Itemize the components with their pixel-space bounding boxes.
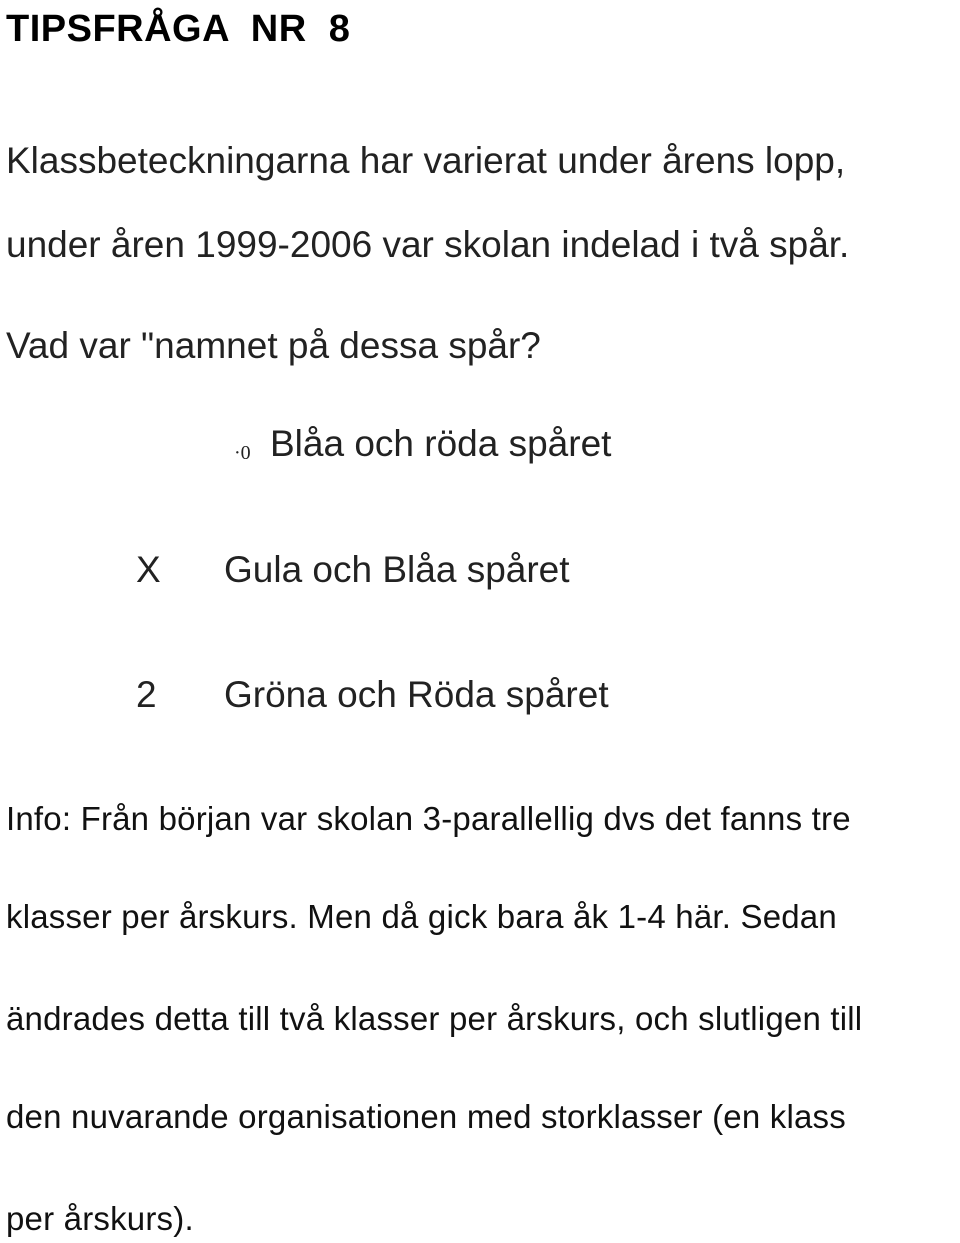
info-line-2: klasser per årskurs. Men då gick bara åk 1-4 här. Sedan [6, 898, 837, 935]
option-one-marker: ·0 [234, 442, 251, 464]
option-x-marker: X [136, 549, 161, 590]
page-title: TIPSFRÅGA NR 8 [6, 8, 351, 50]
info-line-5: per årskurs). [6, 1200, 194, 1237]
option-x-text: Gula och Blåa spåret [224, 549, 570, 590]
info-line-1: Info: Från början var skolan 3-parallellig dvs det fanns tre [6, 800, 851, 837]
question-line-2: under åren 1999-2006 var skolan indelad i två spår. [6, 224, 850, 265]
option-two-text: Gröna och Röda spåret [224, 674, 609, 715]
question-line-1: Klassbeteckningarna har varierat under årens lopp, [6, 140, 846, 181]
option-two-marker: 2 [136, 674, 157, 715]
info-line-3: ändrades detta till två klasser per årskurs, och slutligen till [6, 1000, 863, 1037]
info-line-4: den nuvarande organisationen med storklasser (en klass [6, 1098, 846, 1135]
question-line-3: Vad var "namnet på dessa spår? [6, 325, 541, 366]
option-one-text: Blåa och röda spåret [270, 423, 612, 464]
